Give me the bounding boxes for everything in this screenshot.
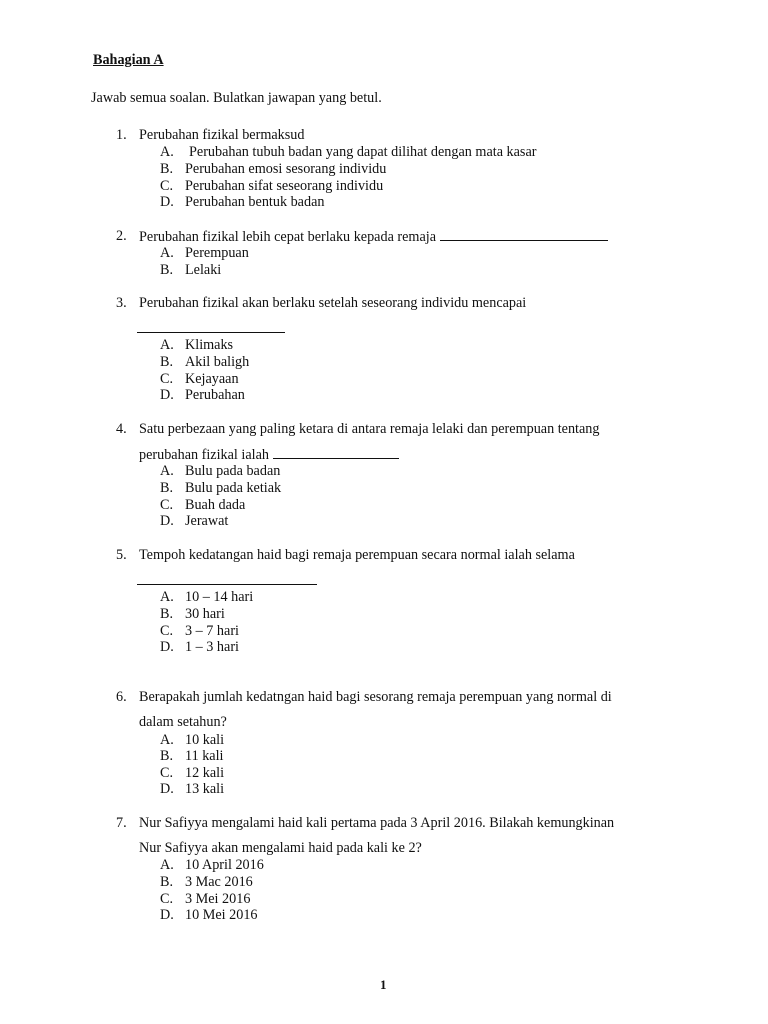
option-letter: D. <box>160 639 174 655</box>
option-text: 10 Mei 2016 <box>185 907 258 923</box>
option-letter: A. <box>160 144 174 160</box>
question-text-continued: perubahan fizikal ialah <box>139 447 269 463</box>
option-letter: B. <box>160 874 174 890</box>
option-text: Klimaks <box>185 337 234 353</box>
option-letter: C. <box>160 765 174 781</box>
option-text: Akil baligh <box>185 354 250 370</box>
option-text: 3 Mei 2016 <box>185 891 251 907</box>
option-letter: A. <box>160 245 174 261</box>
question-number: 4. <box>116 421 127 437</box>
option-letter: C. <box>160 891 174 907</box>
answer-blank <box>440 228 608 241</box>
option-letter: B. <box>160 748 174 764</box>
question-line <box>139 228 608 245</box>
option-text: 12 kali <box>185 765 225 781</box>
option-letter: D. <box>160 781 174 797</box>
option-text: 11 kali <box>185 748 224 764</box>
question-number: 7. <box>116 815 127 831</box>
option-text: 1 – 3 hari <box>185 639 239 655</box>
section-title: Bahagian A <box>93 52 164 68</box>
option-text: 30 hari <box>185 606 225 622</box>
question-number: 2. <box>116 228 127 244</box>
answer-blank <box>137 320 285 333</box>
option-text: Perubahan sifat seseorang individu <box>185 178 384 194</box>
option-text: Buah dada <box>185 497 246 513</box>
question-text-continued: Nur Safiyya akan mengalami haid pada kali ke 2? <box>139 840 422 856</box>
option-text: Perubahan <box>185 387 245 403</box>
page-number: 1 <box>380 977 387 992</box>
answer-blank <box>137 572 317 585</box>
option-text: Kejayaan <box>185 371 239 387</box>
option-letter: B. <box>160 606 174 622</box>
option-text: Perubahan bentuk badan <box>185 194 325 210</box>
option-text: 13 kali <box>185 781 225 797</box>
option-text: 3 Mac 2016 <box>185 874 253 890</box>
option-letter: A. <box>160 589 174 605</box>
question-text: Satu perbezaan yang paling ketara di antara remaja lelaki dan perempuan tentang <box>139 421 600 437</box>
option-letter: D. <box>160 513 174 529</box>
instruction: Jawab semua soalan. Bulatkan jawapan yang betul. <box>91 90 382 106</box>
option-text: Jerawat <box>185 513 229 529</box>
option-letter: B. <box>160 262 174 278</box>
option-letter: C. <box>160 371 174 387</box>
question-text: Nur Safiyya mengalami haid kali pertama pada 3 April 2016. Bilakah kemungkinan <box>139 815 615 831</box>
option-letter: D. <box>160 387 174 403</box>
option-letter: D. <box>160 194 174 210</box>
question-text-continued: dalam setahun? <box>139 714 227 730</box>
question-text: Perubahan fizikal lebih cepat berlaku kepada remaja <box>139 229 437 245</box>
option-letter: B. <box>160 161 174 177</box>
option-text: Lelaki <box>185 262 222 278</box>
question-text: Perubahan fizikal akan berlaku setelah seseorang individu mencapai <box>139 295 527 311</box>
question-number: 6. <box>116 689 127 705</box>
option-text: Bulu pada ketiak <box>185 480 282 496</box>
question-number: 1. <box>116 127 127 143</box>
option-letter: D. <box>160 907 174 923</box>
option-letter: A. <box>160 857 174 873</box>
option-text: 10 kali <box>185 732 225 748</box>
question-text: Berapakah jumlah kedatngan haid bagi sesorang remaja perempuan yang normal di <box>139 689 612 705</box>
option-letter: A. <box>160 337 174 353</box>
option-text: 10 – 14 hari <box>185 589 254 605</box>
question-number: 3. <box>116 295 127 311</box>
answer-blank <box>273 446 399 459</box>
option-letter: B. <box>160 480 174 496</box>
option-letter: B. <box>160 354 174 370</box>
option-letter: C. <box>160 497 174 513</box>
option-text: 10 April 2016 <box>185 857 264 873</box>
option-letter: C. <box>160 178 174 194</box>
question-line <box>139 446 399 463</box>
option-letter: A. <box>160 463 174 479</box>
option-text: Perubahan tubuh badan yang dapat dilihat dengan mata kasar <box>189 144 537 160</box>
question-text: Perubahan fizikal bermaksud <box>139 127 305 143</box>
question-number: 5. <box>116 547 127 563</box>
option-text: Perubahan emosi sesorang individu <box>185 161 387 177</box>
option-text: 3 – 7 hari <box>185 623 239 639</box>
option-text: Perempuan <box>185 245 249 261</box>
option-text: Bulu pada badan <box>185 463 281 479</box>
question-text: Tempoh kedatangan haid bagi remaja perempuan secara normal ialah selama <box>139 547 575 563</box>
option-letter: C. <box>160 623 174 639</box>
option-letter: A. <box>160 732 174 748</box>
